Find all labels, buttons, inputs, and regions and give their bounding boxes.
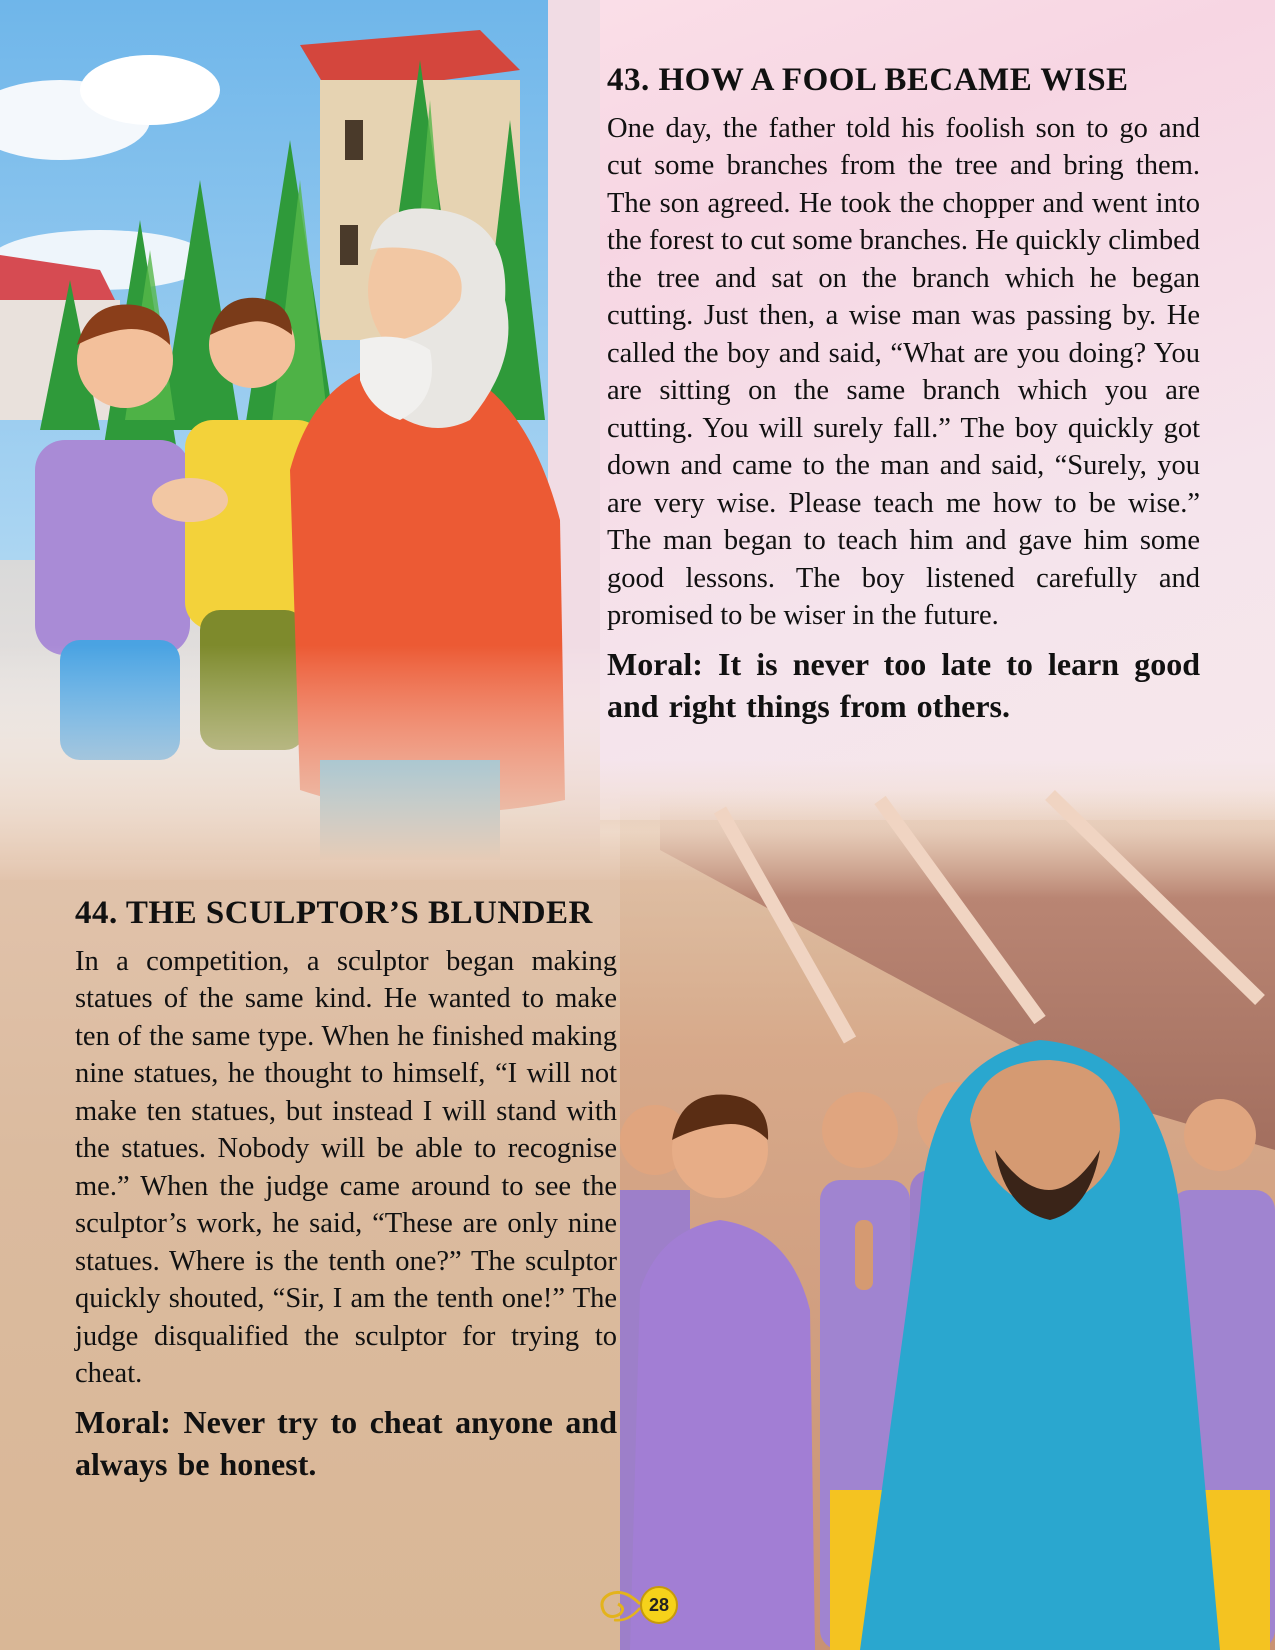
story-44 [75, 895, 617, 1485]
page-number-badge [594, 1578, 684, 1628]
story-title: 44. THE SCULPTOR’S BLUNDER [75, 895, 593, 931]
story-body: One day, the father told his foolish son to go and cut some branches from the tree and bring them. The son agreed. He took the chopper and went into the forest to cut some branches. He quickly climbed the tree and sat on the branch which he began cutting. Just then, a wise man was passing by. He called the boy and said, “What are you doing? You are sitting on the same branch which you are cutting. You will surely fall.” The boy quickly got down and came to the man and said, “Surely, you are very wise. Please teach me how to be wise.” The man began to teach him and gave him some good lessons. The boy listened carefully and promised to be wiser in the future. [607, 112, 1200, 632]
story-moral: Moral: It is never too late to learn good and right things from others. [607, 645, 1200, 724]
page-number: 28 [640, 1586, 678, 1624]
story-title: 43. HOW A FOOL BECAME WISE [607, 62, 1129, 98]
story-43 [607, 62, 1200, 727]
story-moral: Moral: Never try to cheat anyone and always be honest. [75, 1403, 617, 1482]
story-body: In a competition, a sculptor began making statues of the same kind. He wanted to make ten of the same type. When he finished making nine statues, he thought to himself, “I will not make ten statues, but instead I will stand with the statues. Nobody will be able to recognise me.” When the judge came around to see the sculptor’s work, he said, “These are only nine statues. Where is the tenth one?” The sculptor quickly shouted, “Sir, I am the tenth one!” The judge disqualified the sculptor for trying to cheat. [75, 945, 617, 1390]
illustration-sculptor-and-statues [620, 790, 1275, 1650]
swirl-ornament-icon [594, 1582, 644, 1626]
illustration-wise-man-and-boys [0, 0, 600, 860]
